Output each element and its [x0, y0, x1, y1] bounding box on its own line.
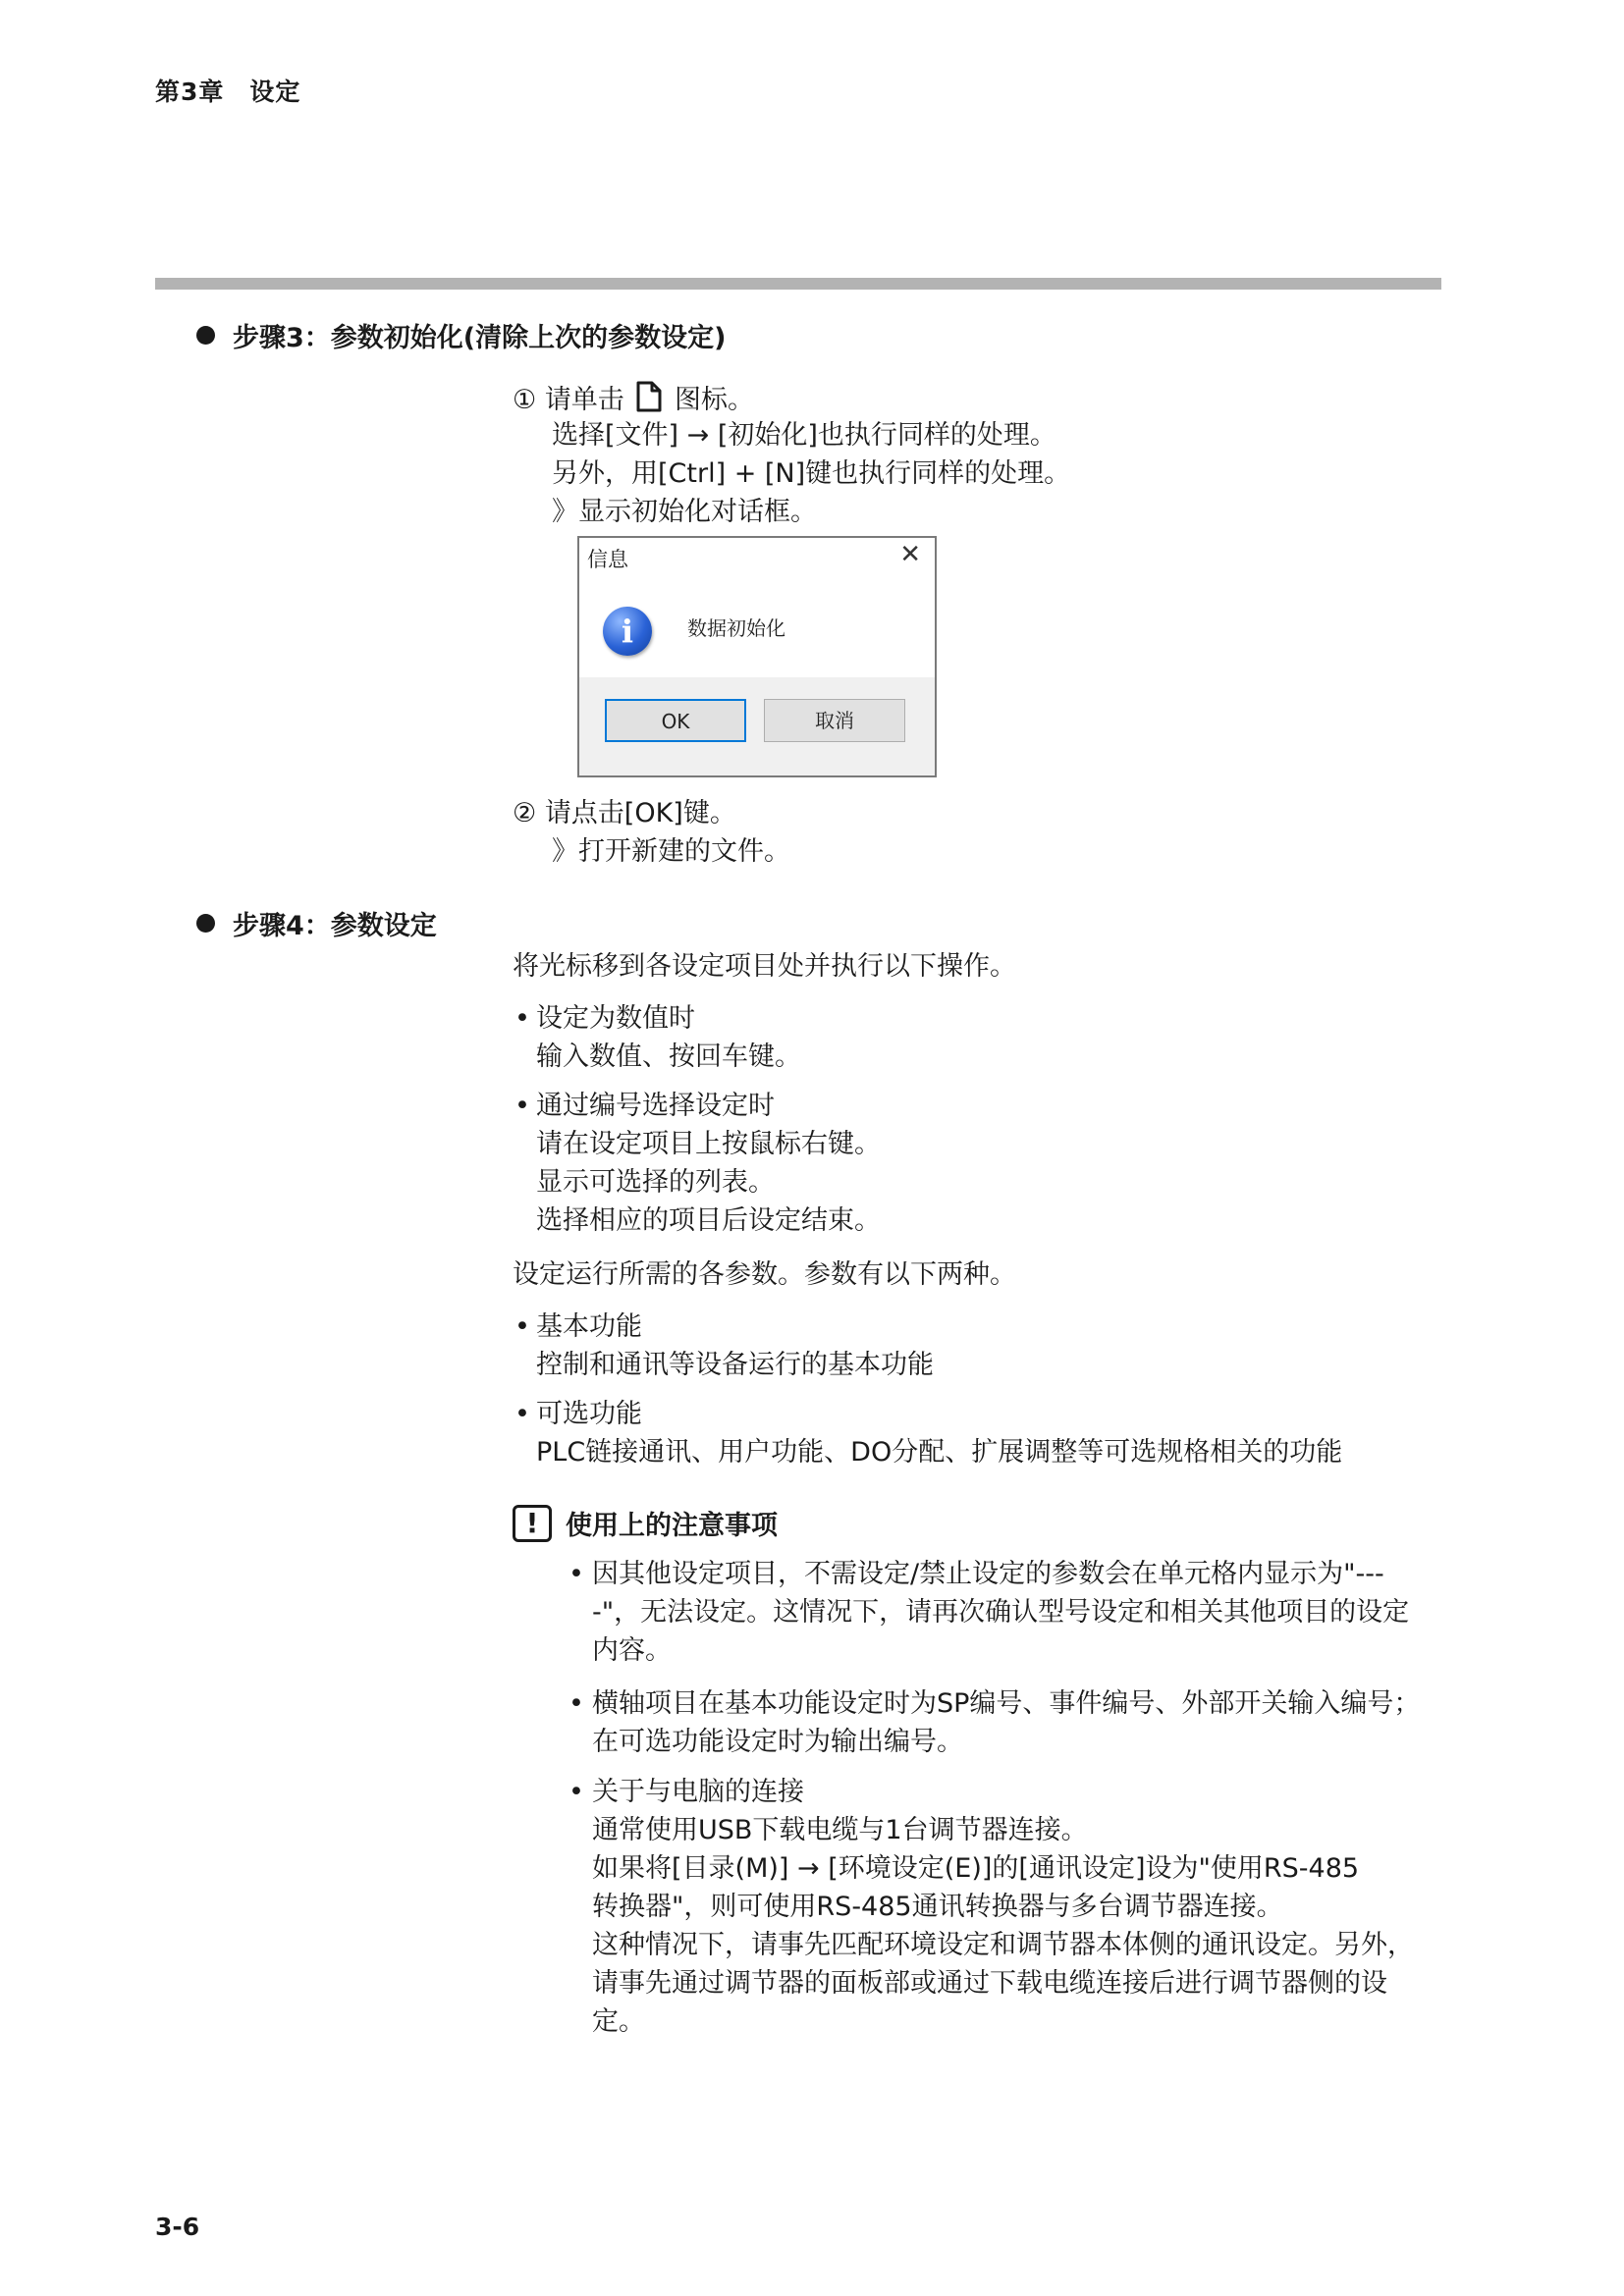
- bullet-icon: •: [568, 1559, 584, 1589]
- bullet-dot-icon: [196, 326, 215, 345]
- list-item-line: 请在设定项目上按鼠标右键。: [536, 1129, 881, 1159]
- dialog-footer: [579, 677, 935, 775]
- caution-line: 在可选功能设定时为输出编号。: [592, 1727, 963, 1757]
- step3-item1-line3: 另外，用[Ctrl] + [N]键也执行同样的处理。: [552, 458, 1071, 489]
- step4-intro: 将光标移到各设定项目处并执行以下操作。: [513, 951, 1016, 982]
- caution-line: 转换器"，则可使用RS-485通讯转换器与多台调节器连接。: [592, 1892, 1283, 1922]
- caution-line: 横轴项目在基本功能设定时为SP编号、事件编号、外部开关输入编号；: [592, 1688, 1421, 1719]
- cancel-button[interactable]: 取消: [764, 699, 905, 742]
- list-item-head: 通过编号选择设定时: [536, 1091, 775, 1121]
- dialog-title: 信息: [587, 548, 628, 571]
- step4-title: 步骤4：参数设定: [233, 911, 437, 941]
- step3-item2-line2: 》打开新建的文件。: [552, 836, 790, 867]
- bullet-icon: •: [514, 1311, 530, 1342]
- step3-item1-line2: 选择[文件] → [初始化]也执行同样的处理。: [552, 420, 1056, 451]
- caution-item: [568, 1555, 1410, 1670]
- list-item-line: 输入数值、按回车键。: [536, 1041, 801, 1072]
- bullet-icon: •: [568, 1688, 584, 1719]
- step4-heading: [196, 904, 437, 942]
- caution-item: [568, 1773, 1414, 2041]
- item1-text-pre: 请单击: [544, 385, 624, 415]
- bullet-icon: •: [514, 1091, 530, 1121]
- caution-line: 通常使用USB下载电缆与1台调节器连接。: [592, 1815, 1088, 1845]
- ok-button[interactable]: OK: [605, 699, 746, 742]
- list-item-head: 可选功能: [536, 1399, 642, 1429]
- list-item: [514, 1395, 1343, 1471]
- step3-item1-line4: 》显示初始化对话框。: [552, 497, 817, 527]
- item2-text: 请点击[OK]键。: [544, 798, 736, 828]
- step3-item2-line1: [513, 794, 736, 832]
- init-dialog: [577, 536, 937, 777]
- list-item: [514, 1087, 881, 1240]
- bullet-dot-icon: [196, 914, 215, 933]
- caution-line: 如果将[目录(M)] → [环境设定(E)]的[通讯设定]设为"使用RS-485: [592, 1853, 1360, 1884]
- step3-heading: [196, 316, 726, 354]
- caution-line: -"，无法设定。这情况下，请再次确认型号设定和相关其他项目的设定: [592, 1597, 1410, 1628]
- caution-title: 使用上的注意事项: [566, 1511, 778, 1541]
- bullet-icon: •: [568, 1777, 584, 1807]
- list-item-line: 显示可选择的列表。: [536, 1167, 775, 1198]
- close-icon[interactable]: ✕: [899, 540, 921, 569]
- bullet-icon: •: [514, 1399, 530, 1429]
- caution-heading: [513, 1504, 778, 1542]
- list-item: [514, 999, 801, 1076]
- list-item-head: 基本功能: [536, 1311, 642, 1342]
- info-icon: i: [603, 607, 652, 656]
- list-item-line: 选择相应的项目后设定结束。: [536, 1205, 881, 1236]
- step-number-1: ①: [513, 385, 537, 415]
- item1-text-post: 图标。: [675, 385, 754, 415]
- caution-line: 定。: [592, 2006, 645, 2037]
- list-item: [514, 1308, 934, 1384]
- chapter-header: 第3章 设定: [155, 78, 301, 106]
- caution-line: 请事先通过调节器的面板部或通过下载电缆连接后进行调节器侧的设: [592, 1968, 1387, 1999]
- step-number-2: ②: [513, 798, 537, 828]
- step3-title: 步骤3：参数初始化(清除上次的参数设定): [233, 323, 727, 353]
- section-divider: [155, 278, 1441, 290]
- warning-icon: !: [513, 1505, 552, 1542]
- caution-line: 这种情况下，请事先匹配环境设定和调节器本体侧的通讯设定。另外，: [592, 1930, 1414, 1960]
- caution-line: 内容。: [592, 1635, 672, 1666]
- bullet-icon: •: [514, 1003, 530, 1034]
- list-item-line: PLC链接通讯、用户功能、DO分配、扩展调整等可选规格相关的功能: [536, 1437, 1343, 1468]
- caution-line: 因其他设定项目，不需设定/禁止设定的参数会在单元格内显示为"---: [592, 1559, 1384, 1589]
- step4-intro2: 设定运行所需的各参数。参数有以下两种。: [513, 1259, 1016, 1290]
- caution-line: 关于与电脑的连接: [592, 1777, 804, 1807]
- page-number: 3-6: [155, 2213, 200, 2241]
- dialog-message: 数据初始化: [687, 616, 785, 640]
- list-item-line: 控制和通讯等设备运行的基本功能: [536, 1350, 934, 1380]
- list-item-head: 设定为数值时: [536, 1003, 695, 1034]
- caution-item: [568, 1684, 1421, 1761]
